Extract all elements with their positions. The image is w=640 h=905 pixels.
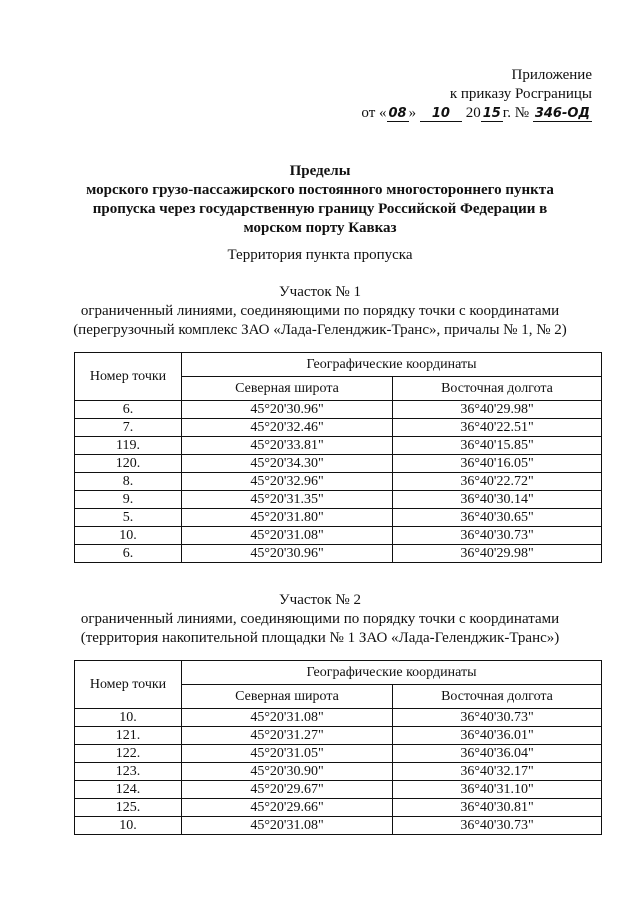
point-number-cell: 120. (75, 455, 182, 473)
title-line-1: Пределы (289, 163, 351, 179)
territory-heading: Территория пункта пропуска (227, 247, 413, 263)
latitude-cell: 45°20'30.90" (182, 763, 393, 781)
point-number-cell: 121. (75, 727, 182, 745)
table-row (75, 473, 602, 491)
latitude-cell: 45°20'31.80" (182, 509, 393, 527)
section1-table (74, 352, 602, 563)
date-day: 08 (388, 106, 407, 121)
longitude-cell: 36°40'30.14" (393, 491, 602, 509)
latitude-cell: 45°20'31.35" (182, 491, 393, 509)
table-row (75, 745, 602, 763)
longitude-cell: 36°40'30.65" (393, 509, 602, 527)
latitude-cell: 45°20'31.05" (182, 745, 393, 763)
order-number: 346-ОД (534, 106, 590, 121)
longitude-cell: 36°40'22.51" (393, 419, 602, 437)
latitude-cell: 45°20'34.30" (182, 455, 393, 473)
section2-desc-1: ограниченный линиями, соединяющими по порядку точки с координатами (80, 611, 560, 627)
point-number-cell: 122. (75, 745, 182, 763)
appendix-date-line (361, 104, 592, 123)
latitude-cell: 45°20'33.81" (182, 437, 393, 455)
longitude-cell: 36°40'31.10" (393, 781, 602, 799)
latitude-cell: 45°20'29.67" (182, 781, 393, 799)
title-line-3: пропуска через государственную границу Российской Федерации в (92, 201, 548, 217)
point-number-cell: 123. (75, 763, 182, 781)
col-geo-coordinates: Географические координаты (182, 353, 602, 377)
point-number-cell: 10. (75, 817, 182, 835)
point-number-cell: 8. (75, 473, 182, 491)
longitude-cell: 36°40'15.85" (393, 437, 602, 455)
table-row (75, 799, 602, 817)
col-longitude: Восточная долгота (393, 685, 602, 709)
latitude-cell: 45°20'31.27" (182, 727, 393, 745)
table-row (75, 401, 602, 419)
latitude-cell: 45°20'32.96" (182, 473, 393, 491)
appendix-order-ref: к приказу Росграницы (449, 86, 592, 102)
longitude-cell: 36°40'29.98" (393, 545, 602, 563)
date-month: 10 (420, 106, 462, 122)
appendix-title: Приложение (511, 67, 592, 83)
col-geo-coordinates: Географические координаты (182, 661, 602, 685)
table-row (75, 781, 602, 799)
section1-desc-2: (перегрузочный комплекс ЗАО «Лада-Геленджик-Транс», причалы № 1, № 2) (73, 322, 567, 338)
table-row (75, 727, 602, 745)
point-number-cell: 6. (75, 545, 182, 563)
longitude-cell: 36°40'36.04" (393, 745, 602, 763)
section1-rows (75, 401, 602, 563)
longitude-cell: 36°40'30.73" (393, 709, 602, 727)
longitude-cell: 36°40'36.01" (393, 727, 602, 745)
latitude-cell: 45°20'31.08" (182, 527, 393, 545)
longitude-cell: 36°40'29.98" (393, 401, 602, 419)
table-row (75, 709, 602, 727)
longitude-cell: 36°40'32.17" (393, 763, 602, 781)
point-number-cell: 125. (75, 799, 182, 817)
year-suffix: 15 (482, 106, 501, 121)
col-latitude: Северная широта (182, 377, 393, 401)
table-row (75, 509, 602, 527)
table-row (75, 455, 602, 473)
section1-desc-1: ограниченный линиями, соединяющими по порядку точки с координатами (80, 303, 560, 319)
document-title (0, 162, 640, 238)
section1-heading: Участок № 1 (279, 284, 361, 300)
section1-header (0, 283, 640, 340)
col-latitude: Северная широта (182, 685, 393, 709)
number-label: г. № (502, 105, 530, 121)
latitude-cell: 45°20'30.96" (182, 401, 393, 419)
section2-header (0, 591, 640, 648)
title-line-4: морском порту Кавказ (243, 220, 397, 236)
longitude-cell: 36°40'22.72" (393, 473, 602, 491)
section2-rows (75, 709, 602, 835)
col-longitude: Восточная долгота (393, 377, 602, 401)
title-line-2: морского грузо-пассажирского постоянного многостороннего пункта (86, 182, 554, 198)
table-row (75, 491, 602, 509)
point-number-cell: 10. (75, 527, 182, 545)
section2-desc-2: (территория накопительной площадки № 1 ЗАО «Лада-Геленджик-Транс») (80, 630, 560, 646)
col-point-number: Номер точки (75, 353, 182, 401)
date-mid: » (408, 105, 417, 121)
section2-table (74, 660, 602, 835)
longitude-cell: 36°40'16.05" (393, 455, 602, 473)
latitude-cell: 45°20'30.96" (182, 545, 393, 563)
point-number-cell: 124. (75, 781, 182, 799)
point-number-cell: 10. (75, 709, 182, 727)
longitude-cell: 36°40'30.73" (393, 527, 602, 545)
point-number-cell: 5. (75, 509, 182, 527)
point-number-cell: 119. (75, 437, 182, 455)
latitude-cell: 45°20'32.46" (182, 419, 393, 437)
latitude-cell: 45°20'31.08" (182, 709, 393, 727)
longitude-cell: 36°40'30.73" (393, 817, 602, 835)
date-prefix: от « (361, 105, 387, 121)
longitude-cell: 36°40'30.81" (393, 799, 602, 817)
point-number-cell: 7. (75, 419, 182, 437)
section2-heading: Участок № 2 (279, 592, 361, 608)
point-number-cell: 9. (75, 491, 182, 509)
latitude-cell: 45°20'29.66" (182, 799, 393, 817)
table-row (75, 545, 602, 563)
year-prefix: 20 (465, 105, 481, 121)
table-row (75, 419, 602, 437)
table-row (75, 817, 602, 835)
col-point-number: Номер точки (75, 661, 182, 709)
table-row (75, 437, 602, 455)
table-row (75, 527, 602, 545)
appendix-block (361, 66, 592, 123)
point-number-cell: 6. (75, 401, 182, 419)
latitude-cell: 45°20'31.08" (182, 817, 393, 835)
table-row (75, 763, 602, 781)
